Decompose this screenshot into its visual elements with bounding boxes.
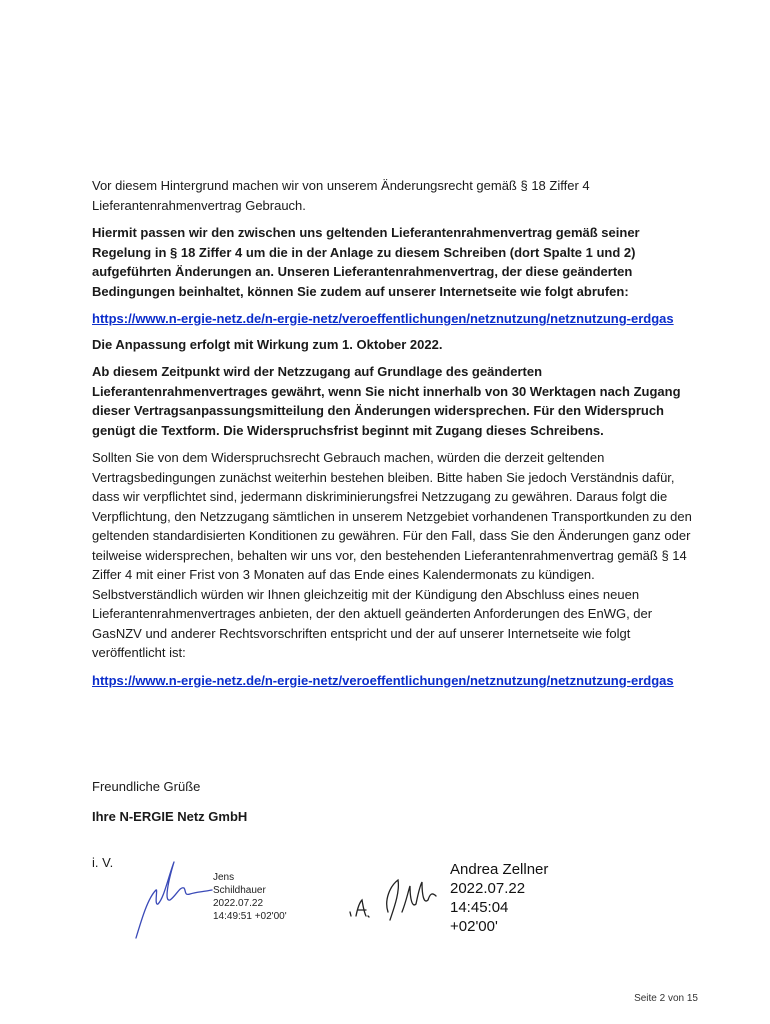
link-netznutzung-1[interactable]: https://www.n-ergie-netz.de/n-ergie-netz/veroeffentlichungen/netznutzung/netznutzung-erdgas — [92, 311, 674, 326]
signature-2-date: 2022.07.22 — [450, 880, 526, 897]
handwritten-signature-1 — [128, 858, 214, 942]
link-netznutzung-2[interactable]: https://www.n-ergie-netz.de/n-ergie-netz/veroeffentlichungen/netznutzung/netznutzung-erdgas — [92, 672, 674, 688]
paragraph-adjustment: Hiermit passen wir den zwischen uns geltenden Lieferantenrahmenvertrag gemäß seiner Regelung in § 18 Ziffer 4 um die in der Anlage zu diesem Schreiben (dort Spalte 1 und 2) aufgeführten Änderungen an. Unseren Lieferantenrahmenvertrag, der diese geänderten Bedingungen beinhaltet, können Sie zudem auf unserer Internetseite wie folgt abrufen: — [92, 225, 640, 299]
page-number: Seite 2 von 15 — [634, 993, 698, 1004]
signer-1-first-name: Jens — [213, 872, 235, 883]
closing-greeting: Freundliche Grüße — [92, 779, 201, 794]
iv-label: i. V. — [92, 855, 114, 870]
signature-2-time: 14:45:04 — [450, 899, 509, 916]
signature-1-details — [213, 871, 287, 923]
paragraph-intro: Vor diesem Hintergrund machen wir von unserem Änderungsrecht gemäß § 18 Ziffer 4 Lieferantenrahmenvertrag Gebrauch. — [92, 178, 590, 213]
signature-1-time: 14:49:51 +02'00' — [213, 911, 287, 922]
signer-1-last-name: Schildhauer — [213, 885, 266, 896]
company-name: Ihre N-ERGIE Netz GmbH — [92, 809, 248, 824]
letter-body — [92, 176, 702, 698]
paragraph-objection-period: Ab diesem Zeitpunkt wird der Netzzugang auf Grundlage des geänderten Lieferantenrahmenvertrages gewährt, wenn Sie nicht innerhalb von 30 Werktagen nach Zugang dieser Vertragsanpassungsmitteilung den Änderungen widersprechen. Für den Widerspruch genügt die Textform. Die Widerspruchsfrist beginnt mit Zugang dieses Schreibens. — [92, 364, 681, 438]
signer-2-name: Andrea Zellner — [450, 861, 549, 878]
paragraph-effective-date: Die Anpassung erfolgt mit Wirkung zum 1. Oktober 2022. — [92, 336, 443, 352]
signature-2-details — [450, 860, 548, 936]
handwritten-signature-2 — [346, 872, 446, 928]
paragraph-objection-right: Sollten Sie von dem Widerspruchsrecht Gebrauch machen, würden die derzeit geltenden Vertragsbedingungen zunächst weiterhin bestehen bleiben. Bitte haben Sie jedoch Verständnis dafür, dass wir verpflichtet sind, jedermann diskriminierungsfrei Netzzugang zu gewähren. Daraus folgt die Verpflichtung, den Netzzugang sämtlichen in unserem Netzgebiet vorhandenen Transportkunden zu den geltenden standardisierten Konditionen zu gewähren. Für den Fall, dass Sie den Änderungen ganz oder teilweise widersprechen, behalten wir uns vor, den bestehenden Lieferantenrahmenvertrag gemäß § 14 Ziffer 4 mit einer Frist von 3 Monaten auf das Ende eines Kalendermonats zu kündigen. Selbstverständlich würden wir Ihnen gleichzeitig mit der Kündigung den Abschluss eines neuen Lieferantenrahmenvertrages anbieten, der den aktuell geänderten Anforderungen des EnWG, der GasNZV und anderer Rechtsvorschriften entspricht und der auf unserer Internetseite wie folgt veröffentlicht ist: — [92, 450, 692, 660]
signature-1-date: 2022.07.22 — [213, 898, 264, 909]
signature-2-timezone: +02'00' — [450, 918, 498, 935]
